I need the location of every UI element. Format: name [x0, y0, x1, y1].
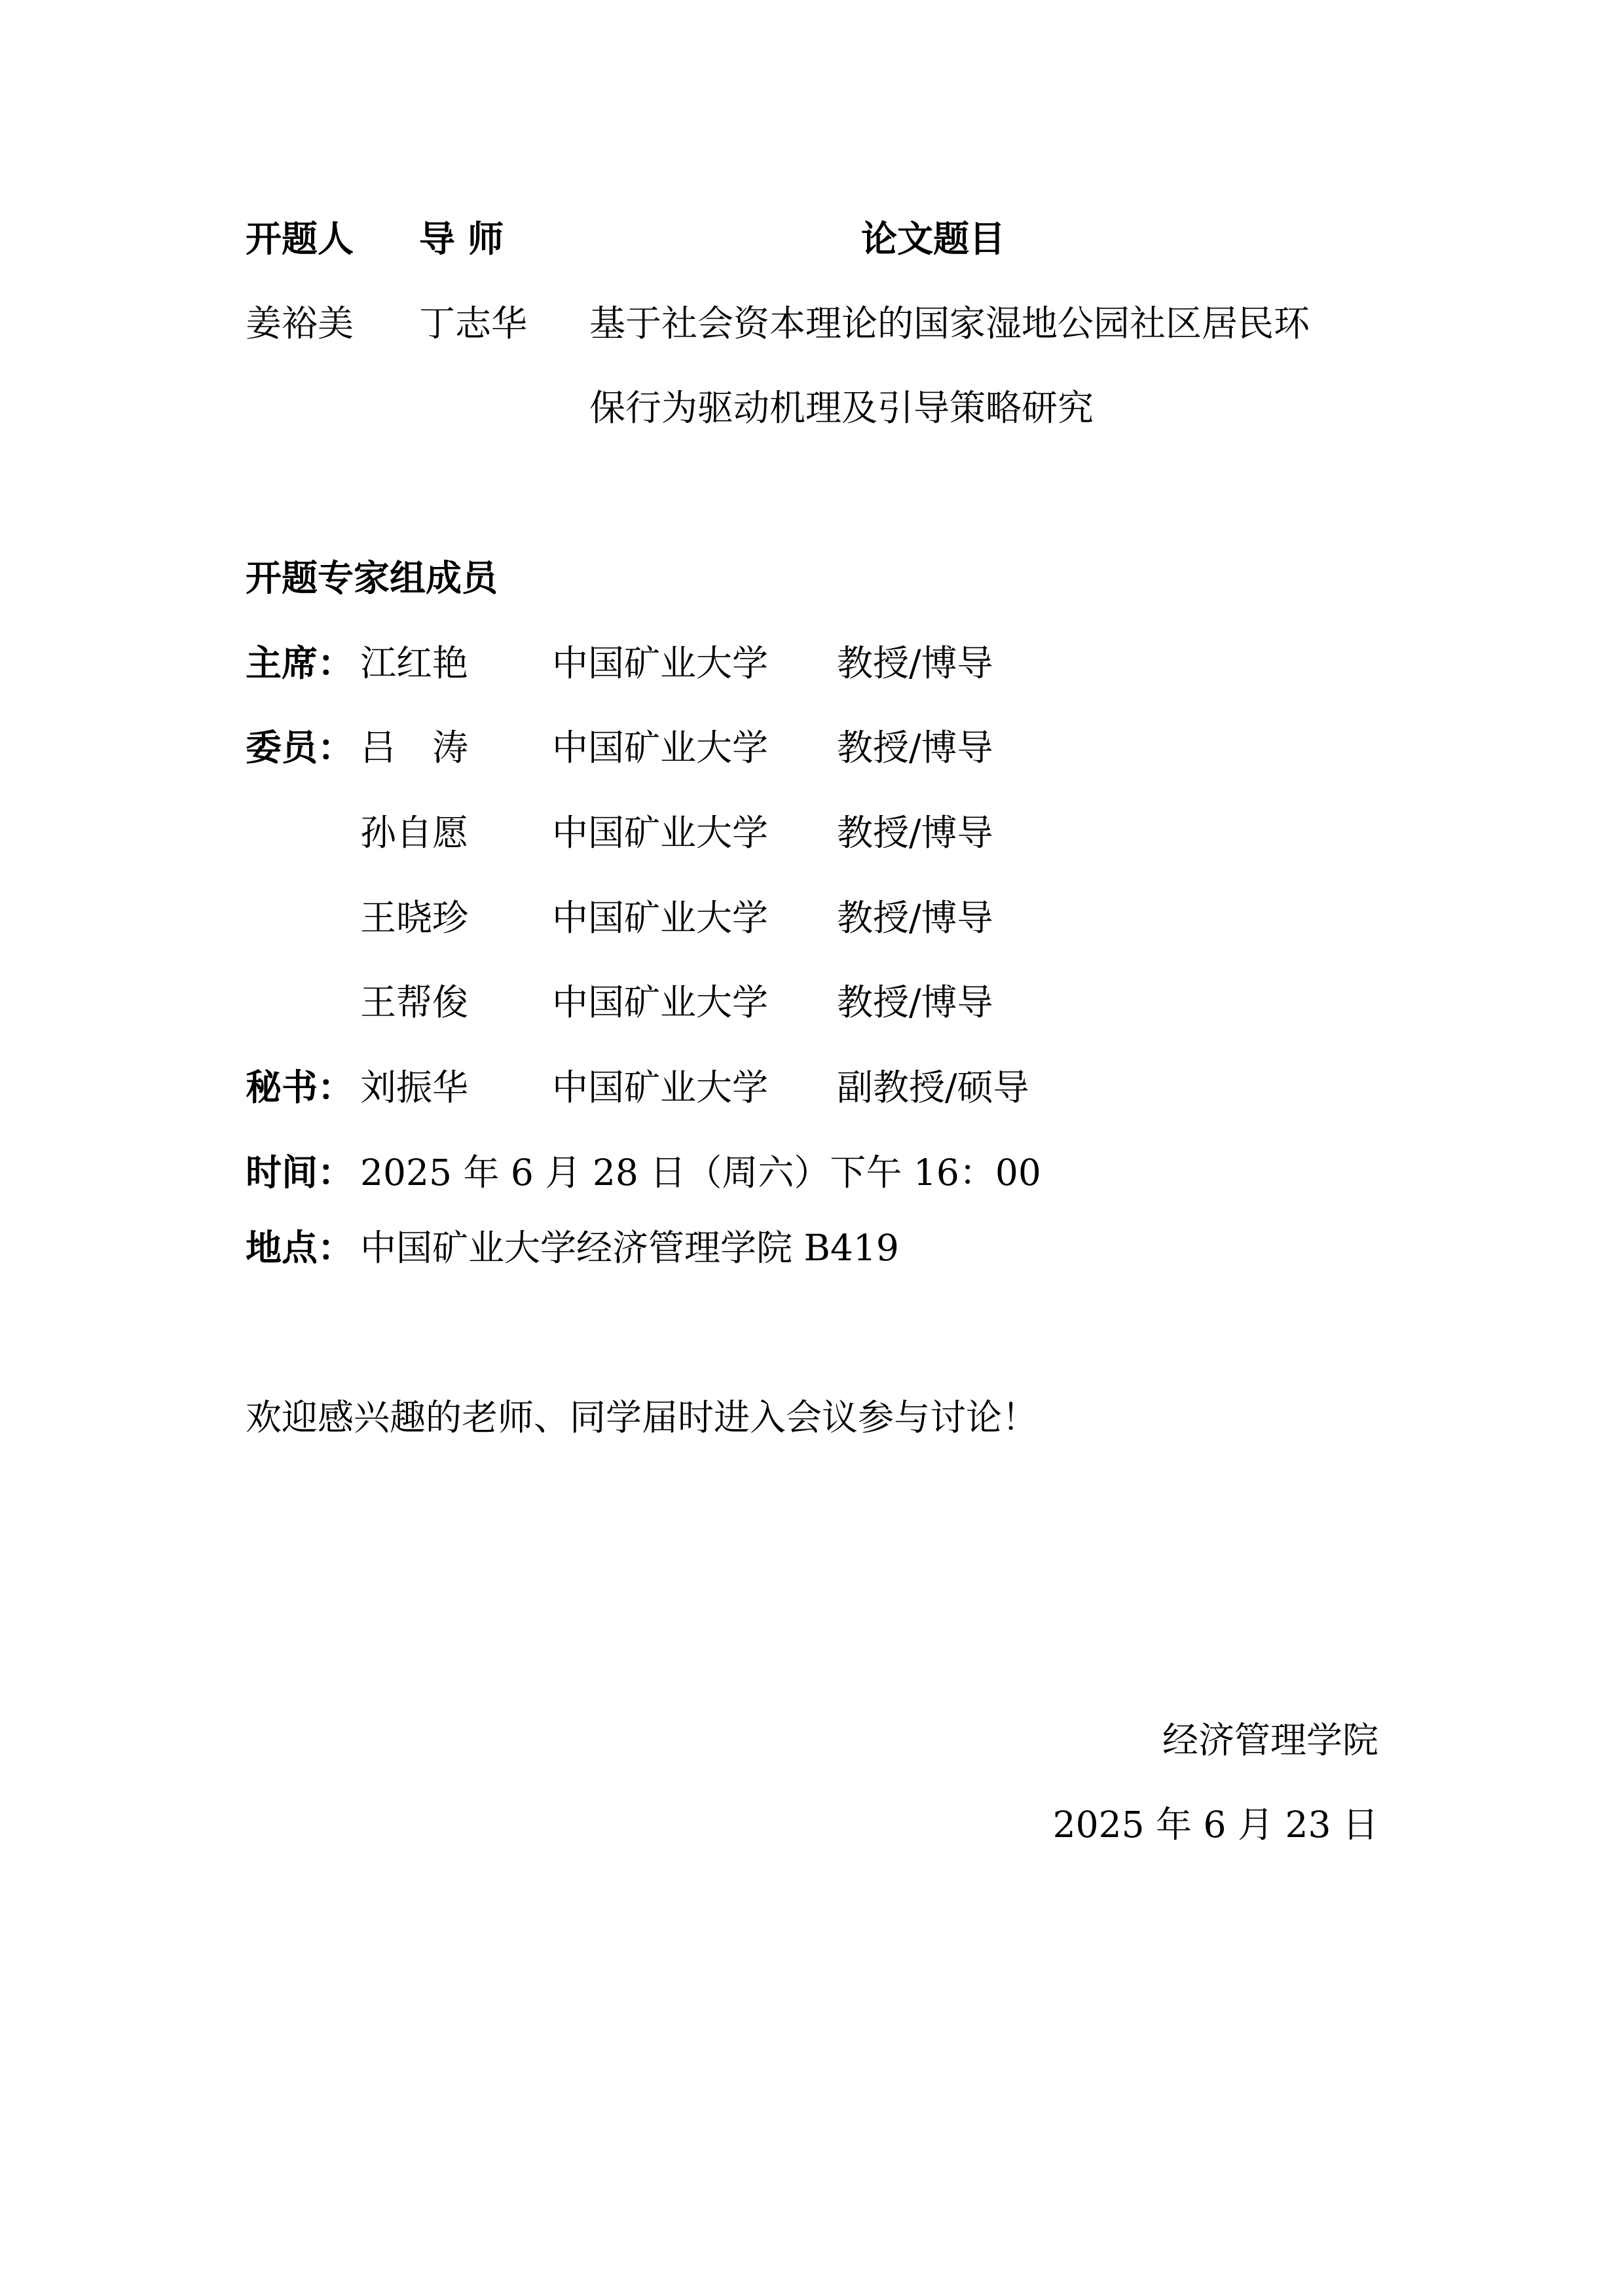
- signature-org: 经济管理学院: [1162, 1719, 1378, 1761]
- member-title: 教授/博导: [837, 812, 993, 854]
- student-column-header: 开题人: [246, 218, 354, 260]
- chair-name: 江红艳: [360, 642, 469, 684]
- thesis-title-column-header: 论文题目: [861, 218, 1006, 260]
- thesis-title-line-1: 基于社会资本理论的国家湿地公园社区居民环: [589, 302, 1310, 344]
- place-value: 中国矿业大学经济管理学院 B419: [360, 1227, 899, 1269]
- members-label: 委员：: [246, 727, 354, 769]
- secretary-name: 刘振华: [360, 1066, 469, 1108]
- secretary-title: 副教授/硕导: [837, 1066, 1029, 1108]
- chair-org: 中国矿业大学: [552, 642, 769, 684]
- chair-title: 教授/博导: [837, 642, 993, 684]
- committee-heading: 开题专家组成员: [246, 557, 498, 599]
- member-org: 中国矿业大学: [552, 981, 769, 1023]
- member-org: 中国矿业大学: [552, 812, 769, 854]
- advisor-column-header: 导 师: [419, 218, 504, 260]
- advisor-name: 丁志华: [419, 302, 528, 344]
- invitation-text: 欢迎感兴趣的老师、同学届时进入会议参与讨论！: [246, 1396, 1039, 1438]
- thesis-title-line-2: 保行为驱动机理及引导策略研究: [589, 387, 1094, 429]
- member-title: 教授/博导: [837, 727, 993, 769]
- time-value: 2025 年 6 月 28 日（周六）下午 16：00: [360, 1152, 1041, 1194]
- member-org: 中国矿业大学: [552, 897, 769, 939]
- secretary-org: 中国矿业大学: [552, 1066, 769, 1108]
- member-name: 王帮俊: [360, 981, 469, 1023]
- secretary-label: 秘书：: [246, 1066, 354, 1108]
- member-name: 孙自愿: [360, 812, 469, 854]
- member-name: 王晓珍: [360, 897, 469, 939]
- place-label: 地点：: [246, 1227, 354, 1269]
- member-title: 教授/博导: [837, 897, 993, 939]
- member-title: 教授/博导: [837, 981, 993, 1023]
- student-name: 姜裕美: [246, 302, 354, 344]
- member-org: 中国矿业大学: [552, 727, 769, 769]
- signature-date: 2025 年 6 月 23 日: [1052, 1804, 1378, 1846]
- time-label: 时间：: [246, 1152, 354, 1194]
- member-name: 吕 涛: [360, 727, 469, 769]
- chair-label: 主席：: [246, 642, 354, 684]
